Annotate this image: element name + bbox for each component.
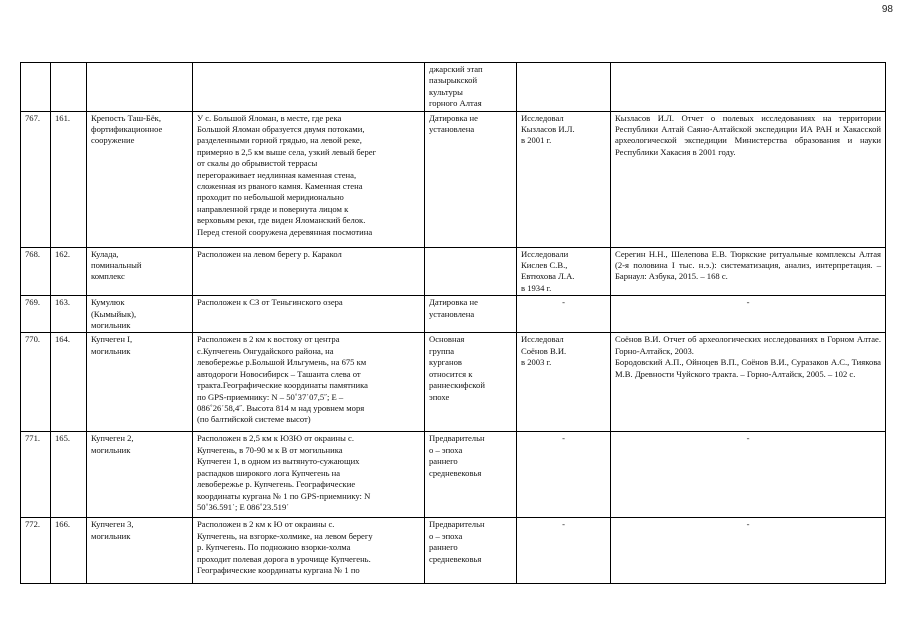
cell-number: 771.	[21, 432, 51, 518]
cell-name: Кумулюк (Кымыйык), могильник	[87, 296, 193, 333]
table-row	[21, 63, 886, 112]
cell-number: 770.	[21, 333, 51, 432]
cell-description: Расположен в 2,5 км к ЮЗЮ от окраины с. Купчегень, в 70-90 м к В от могильника Купчеген 1, в одном из вытянуто-сужающих распадков широкого лога Купчегень на левобережье р. Купчегень. Географические координаты кургана № 1 по GPS-приемнику: N 50˚36.591΄; E 086˚23.519΄	[193, 432, 425, 518]
cell-dating: Предварительн о – эпоха раннего средневековья	[425, 518, 517, 584]
cell-sub-number: 161.	[51, 111, 87, 247]
cell-research: -	[517, 432, 611, 518]
cell-sub-number: 166.	[51, 518, 87, 584]
cell-sub-number	[51, 63, 87, 112]
cell-name	[87, 63, 193, 112]
table-row	[21, 333, 886, 432]
cell-research: Исследовал Кызласов И.Л. в 2001 г.	[517, 111, 611, 247]
cell-research: Исследовали Кислев С.В., Евтюхова Л.А. в 1934 г.	[517, 247, 611, 296]
cell-number	[21, 63, 51, 112]
cell-description: Расположен в 2 км к востоку от центра с.Купчегень Онгудайского района, на левобережье р.Большой Ильгумень, на 675 км автодороги Новосибирск – Ташанта слева от тракта.Географические координаты памятника по GPS-приемнику: N – 50˚37΄07,5˝; E – 086˚26΄58,4˝. Высота 814 м над уровнем моря (по балтийской системе высот)	[193, 333, 425, 432]
cell-literature: -	[611, 432, 886, 518]
table-row	[21, 111, 886, 247]
cell-research: Исследовал Соёнов В.И. в 2003 г.	[517, 333, 611, 432]
cell-name: Купчеген 3, могильник	[87, 518, 193, 584]
cell-research: -	[517, 518, 611, 584]
cell-sub-number: 165.	[51, 432, 87, 518]
cell-dating: Датировка не установлена	[425, 296, 517, 333]
table-row	[21, 247, 886, 296]
table-row	[21, 296, 886, 333]
cell-literature: -	[611, 296, 886, 333]
cell-literature: Кызласов И.Л. Отчет о полевых исследованиях на территории Республики Алтай Саяно-Алтайской экспедиции ИА РАН и Хакасской археологической экспедиции Министерства образования и науки Республики Хакасия в 2001 году.	[611, 111, 886, 247]
cell-name: Кулада, поминальный комплекс	[87, 247, 193, 296]
monuments-table	[20, 62, 886, 584]
table-row	[21, 432, 886, 518]
table-row	[21, 518, 886, 584]
cell-literature: Соёнов В.И. Отчет об археологических исследованиях в Горном Алтае. Горно-Алтайск, 2003. Бородовский А.П., Ойноцев В.П., Соёнов В.И., Суразаков А.С., Тиякова М.В. Древности Чуйского тракта. – Горно-Алтайск, 2005. – 102 с.	[611, 333, 886, 432]
cell-description	[193, 63, 425, 112]
cell-literature	[611, 63, 886, 112]
cell-description: Расположен на левом берегу р. Каракол	[193, 247, 425, 296]
cell-number: 768.	[21, 247, 51, 296]
cell-sub-number: 162.	[51, 247, 87, 296]
cell-number: 769.	[21, 296, 51, 333]
cell-dating: Основная группа курганов относится к раннескифской эпохе	[425, 333, 517, 432]
cell-description: Расположен к СЗ от Теньгинского озера	[193, 296, 425, 333]
cell-research: -	[517, 296, 611, 333]
cell-dating	[425, 247, 517, 296]
cell-dating: Предварительн о – эпоха раннего средневековья	[425, 432, 517, 518]
cell-description: Расположен в 2 км к Ю от окраины с. Купчегень, на взгорке-холмике, на левом берегу р. Купчегень. По подножию взорки-холма проходит полевая дорога в урочище Купчегень. Географические координаты кургана № 1 по	[193, 518, 425, 584]
cell-dating: Датировка не установлена	[425, 111, 517, 247]
page-number: 98	[881, 4, 893, 15]
cell-literature: -	[611, 518, 886, 584]
cell-number: 772.	[21, 518, 51, 584]
cell-description: У с. Большой Яломан, в месте, где река Большой Яломан образуется двумя потоками, разделенными горной грядью, на левой реке, примерно в 2,5 км выше села, узкий левый берег от скалы до обрывистой террасы перегораживает недлинная каменная стена, сложенная из рваного камня. Каменная стена проходит по небольшой меридионально направленной гряде и повернута лицом к верховьям реки, где виден Яломанский белок. Перед стеной сооружена деревянная посмотина	[193, 111, 425, 247]
cell-name: Крепость Таш-Бёк, фортификационное сооружение	[87, 111, 193, 247]
cell-sub-number: 163.	[51, 296, 87, 333]
cell-dating: джарский этап пазырыкской культуры горного Алтая	[425, 63, 517, 112]
cell-research	[517, 63, 611, 112]
cell-sub-number: 164.	[51, 333, 87, 432]
cell-name: Купчеген 2, могильник	[87, 432, 193, 518]
cell-literature: Серегин Н.Н., Шелепова Е.В. Тюркские ритуальные комплексы Алтая (2-я половина I тыс. н.э.): систематизация, анализ, интерпретация. – Барнаул: Азбука, 2015. – 168 с.	[611, 247, 886, 296]
cell-name: Купчеген I, могильник	[87, 333, 193, 432]
cell-number: 767.	[21, 111, 51, 247]
